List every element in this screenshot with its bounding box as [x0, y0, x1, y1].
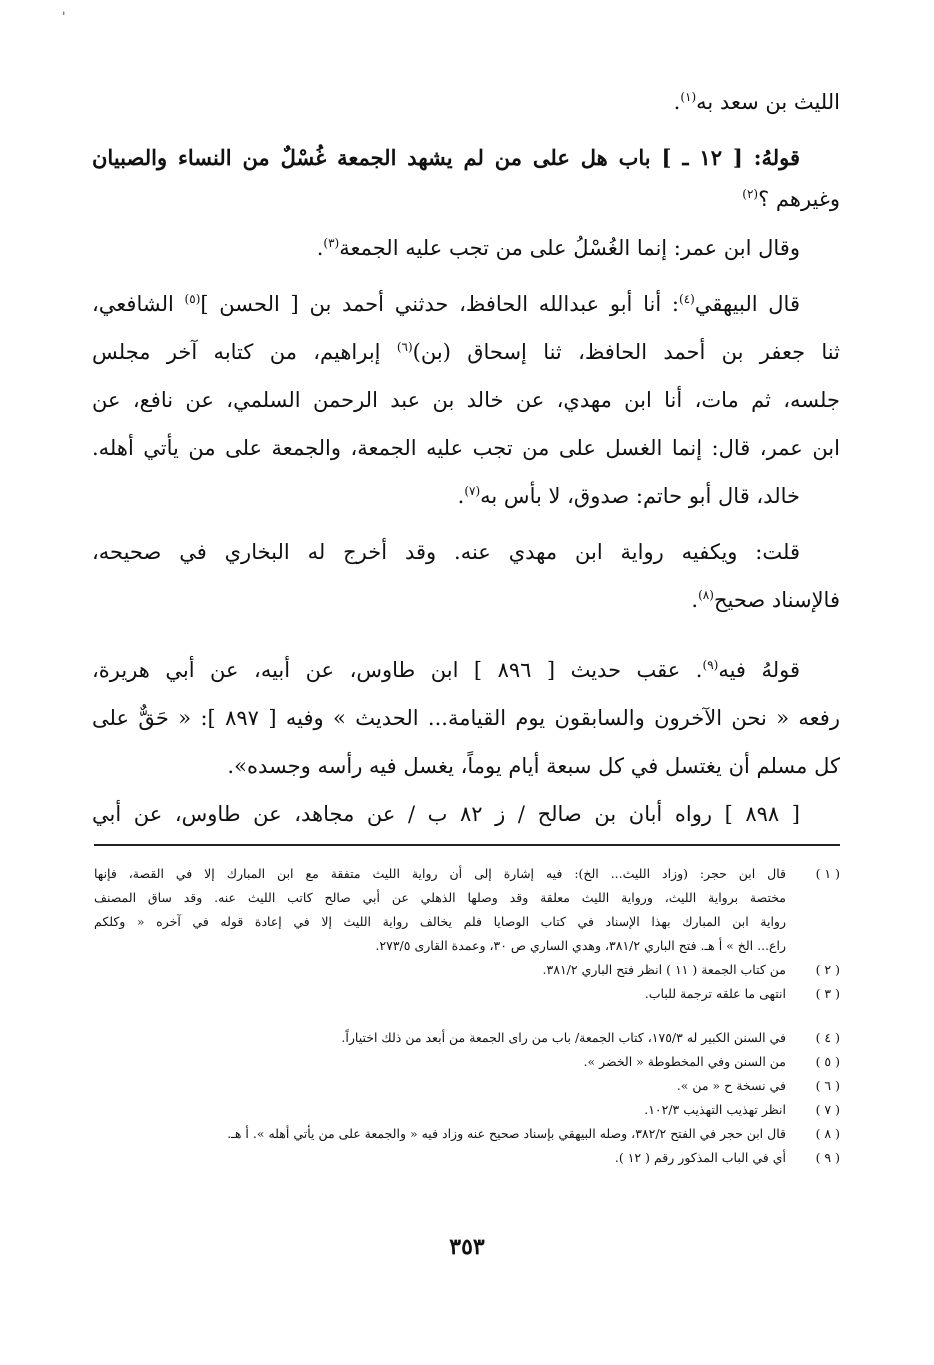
footnote-item: [94, 1074, 840, 1098]
body-line: قولهُ: [ ١٢ ـ ] باب هل على من لم يشهد الجمعة غُسْلٌ من النساء والصبيان: [92, 145, 801, 170]
footnote-number: ( ٤ ): [815, 1030, 840, 1045]
body-line: خالد، قال أبو حاتم: صدوق، لا بأس به$^{(٧)}$.: [457, 484, 800, 508]
body-line: [ ٨٩٨ ] رواه أبان بن صالح / ز ٨٢ ب / عن مجاهد، عن طاوس، عن أبي: [92, 802, 800, 826]
footnote-item: [94, 1146, 840, 1170]
footnote-ref: (٥): [184, 292, 201, 306]
footnote-text: من كتاب الجمعة ( ١١ ) انظر فتح الباري ٣٨١/٢.: [542, 962, 786, 977]
footnote-text: في نسخة ح « من ».: [676, 1078, 786, 1093]
footnote-text: انتهى ما علقه ترجمة للباب.: [644, 986, 786, 1001]
footnote-item: [94, 862, 840, 958]
body-line: رفعه « نحن الآخرون والسابقون يوم القيامة... الحديث » وفيه [ ٨٩٧ ]: « حَقٌّ على: [92, 706, 840, 730]
footnote-item: [94, 1050, 840, 1074]
footnote-text: أي في الباب المذكور رقم ( ١٢ ).: [614, 1150, 786, 1165]
footnote-ref: (٨): [698, 588, 714, 602]
footnote-number: ( ٣ ): [815, 986, 840, 1001]
footnote-number: ( ٥ ): [815, 1054, 840, 1069]
footnote-number: ( ٩ ): [815, 1150, 840, 1165]
footnote-item: [94, 1026, 840, 1050]
footnote-item: [94, 958, 840, 982]
body-line: الليث بن سعد به$^{(١)}$.: [673, 90, 840, 114]
body-line: قال البيهقي$^{(٤)}$: أنا أبو عبدالله الحافظ، حدثني أحمد بن [ الحسن ]$^{(٥)}$ الشافعي،: [92, 292, 800, 316]
footnote-item: [94, 1098, 840, 1122]
body-line: قولهُ فيه$^{(٩)}$. عقب حديث [ ٨٩٦ ] ابن طاوس، عن أبيه، عن أبي هريرة،: [92, 658, 800, 682]
body-line: قلت: ويكفيه رواية ابن مهدي عنه. وقد أخرج له البخاري في صحيحه،: [92, 540, 800, 564]
footnote-number: ( ٦ ): [815, 1078, 840, 1093]
footnotes: [94, 862, 840, 1170]
footnote-ref: (٢): [742, 187, 759, 201]
footnote-text: انظر تهذيب التهذيب ١٠٢/٣.: [644, 1102, 786, 1117]
footnote-ref: (٦): [396, 340, 413, 354]
footnote-number: ( ٨ ): [815, 1126, 840, 1141]
footnote-item: [94, 1122, 840, 1146]
footnote-ref: (٩): [702, 658, 719, 672]
footnote-text: قال ابن حجر في الفتح ٣٨٢/٢، وصله البيهقي بإسناد صحيح عنه وزاد فيه « والجمعة على من يأتي أهله ». أ هـ.: [227, 1126, 786, 1141]
footnote-text: من السنن وفي المخطوطة « الخضر ».: [583, 1054, 786, 1069]
footnote-text: في السنن الكبير له ١٧٥/٣، كتاب الجمعة/ باب من راى الجمعة من أبعد من ذلك اختياراً.: [341, 1030, 786, 1045]
body-line: فالإسناد صحيح$^{(٨)}$.: [691, 588, 840, 612]
footnote-ref: (٧): [464, 484, 481, 498]
body-line: جلسه، ثم مات، أنا ابن مهدي، عن خالد بن عبد الرحمن السلمي، عن نافع، عن: [92, 388, 840, 412]
body-line: وقال ابن عمر: إنما الغُسْلُ على من تجب عليه الجمعة$^{(٣)}$.: [316, 236, 800, 260]
main-text: [92, 78, 840, 838]
body-line: وغيرهم ؟$^{(٢)}$: [742, 187, 840, 211]
footnote-number: ( ٢ ): [815, 962, 840, 977]
corner-mark: ': [62, 10, 66, 25]
footnote-number: ( ٧ ): [815, 1102, 840, 1117]
footnote-ref: (٣): [323, 236, 340, 250]
footnote-number: ( ١ ): [815, 866, 840, 881]
body-line: ثنا جعفر بن أحمد الحافظ، ثنا إسحاق (بن)$^{(٦)}$ إبراهيم، من كتابه آخر مجلس: [92, 340, 840, 364]
body-line: ابن عمر، قال: إنما الغسل على من تجب عليه الجمعة، والجمعة على من يأتي أهله.: [92, 436, 840, 460]
page-number: ٣٥٣: [449, 1234, 485, 1260]
footnote-ref: (١): [680, 90, 697, 104]
footnote-ref: (٤): [679, 292, 695, 306]
footnote-text: قال ابن حجر: (وزاد الليث... الخ): فيه إشارة إلى أن رواية الليث متفقة مع ابن المبارك إلا في القصة، فإنها مختصة برواية الليث، ورواية الليث معلقة وقد وصلها الذهلي عن أبي صالح كاتب الليث عنه. وقد ساق المصنف رواية ابن المبارك بهذا الإسناد في كتاب الوصايا فلم يخالف رواية الليث إلا في إعادة قوله في آخره « وكلكم راع... الخ » أ هـ. فتح الباري ٣٨١/٢، وهدي الساري ص ٣٠، وعمدة القارى ٢٧٣/٥.: [94, 866, 786, 953]
footnote-divider: [94, 844, 840, 846]
body-line: كل مسلم أن يغتسل في كل سبعة أيام يوماً، يغسل فيه رأسه وجسده».: [227, 754, 840, 778]
footnote-item: [94, 982, 840, 1006]
